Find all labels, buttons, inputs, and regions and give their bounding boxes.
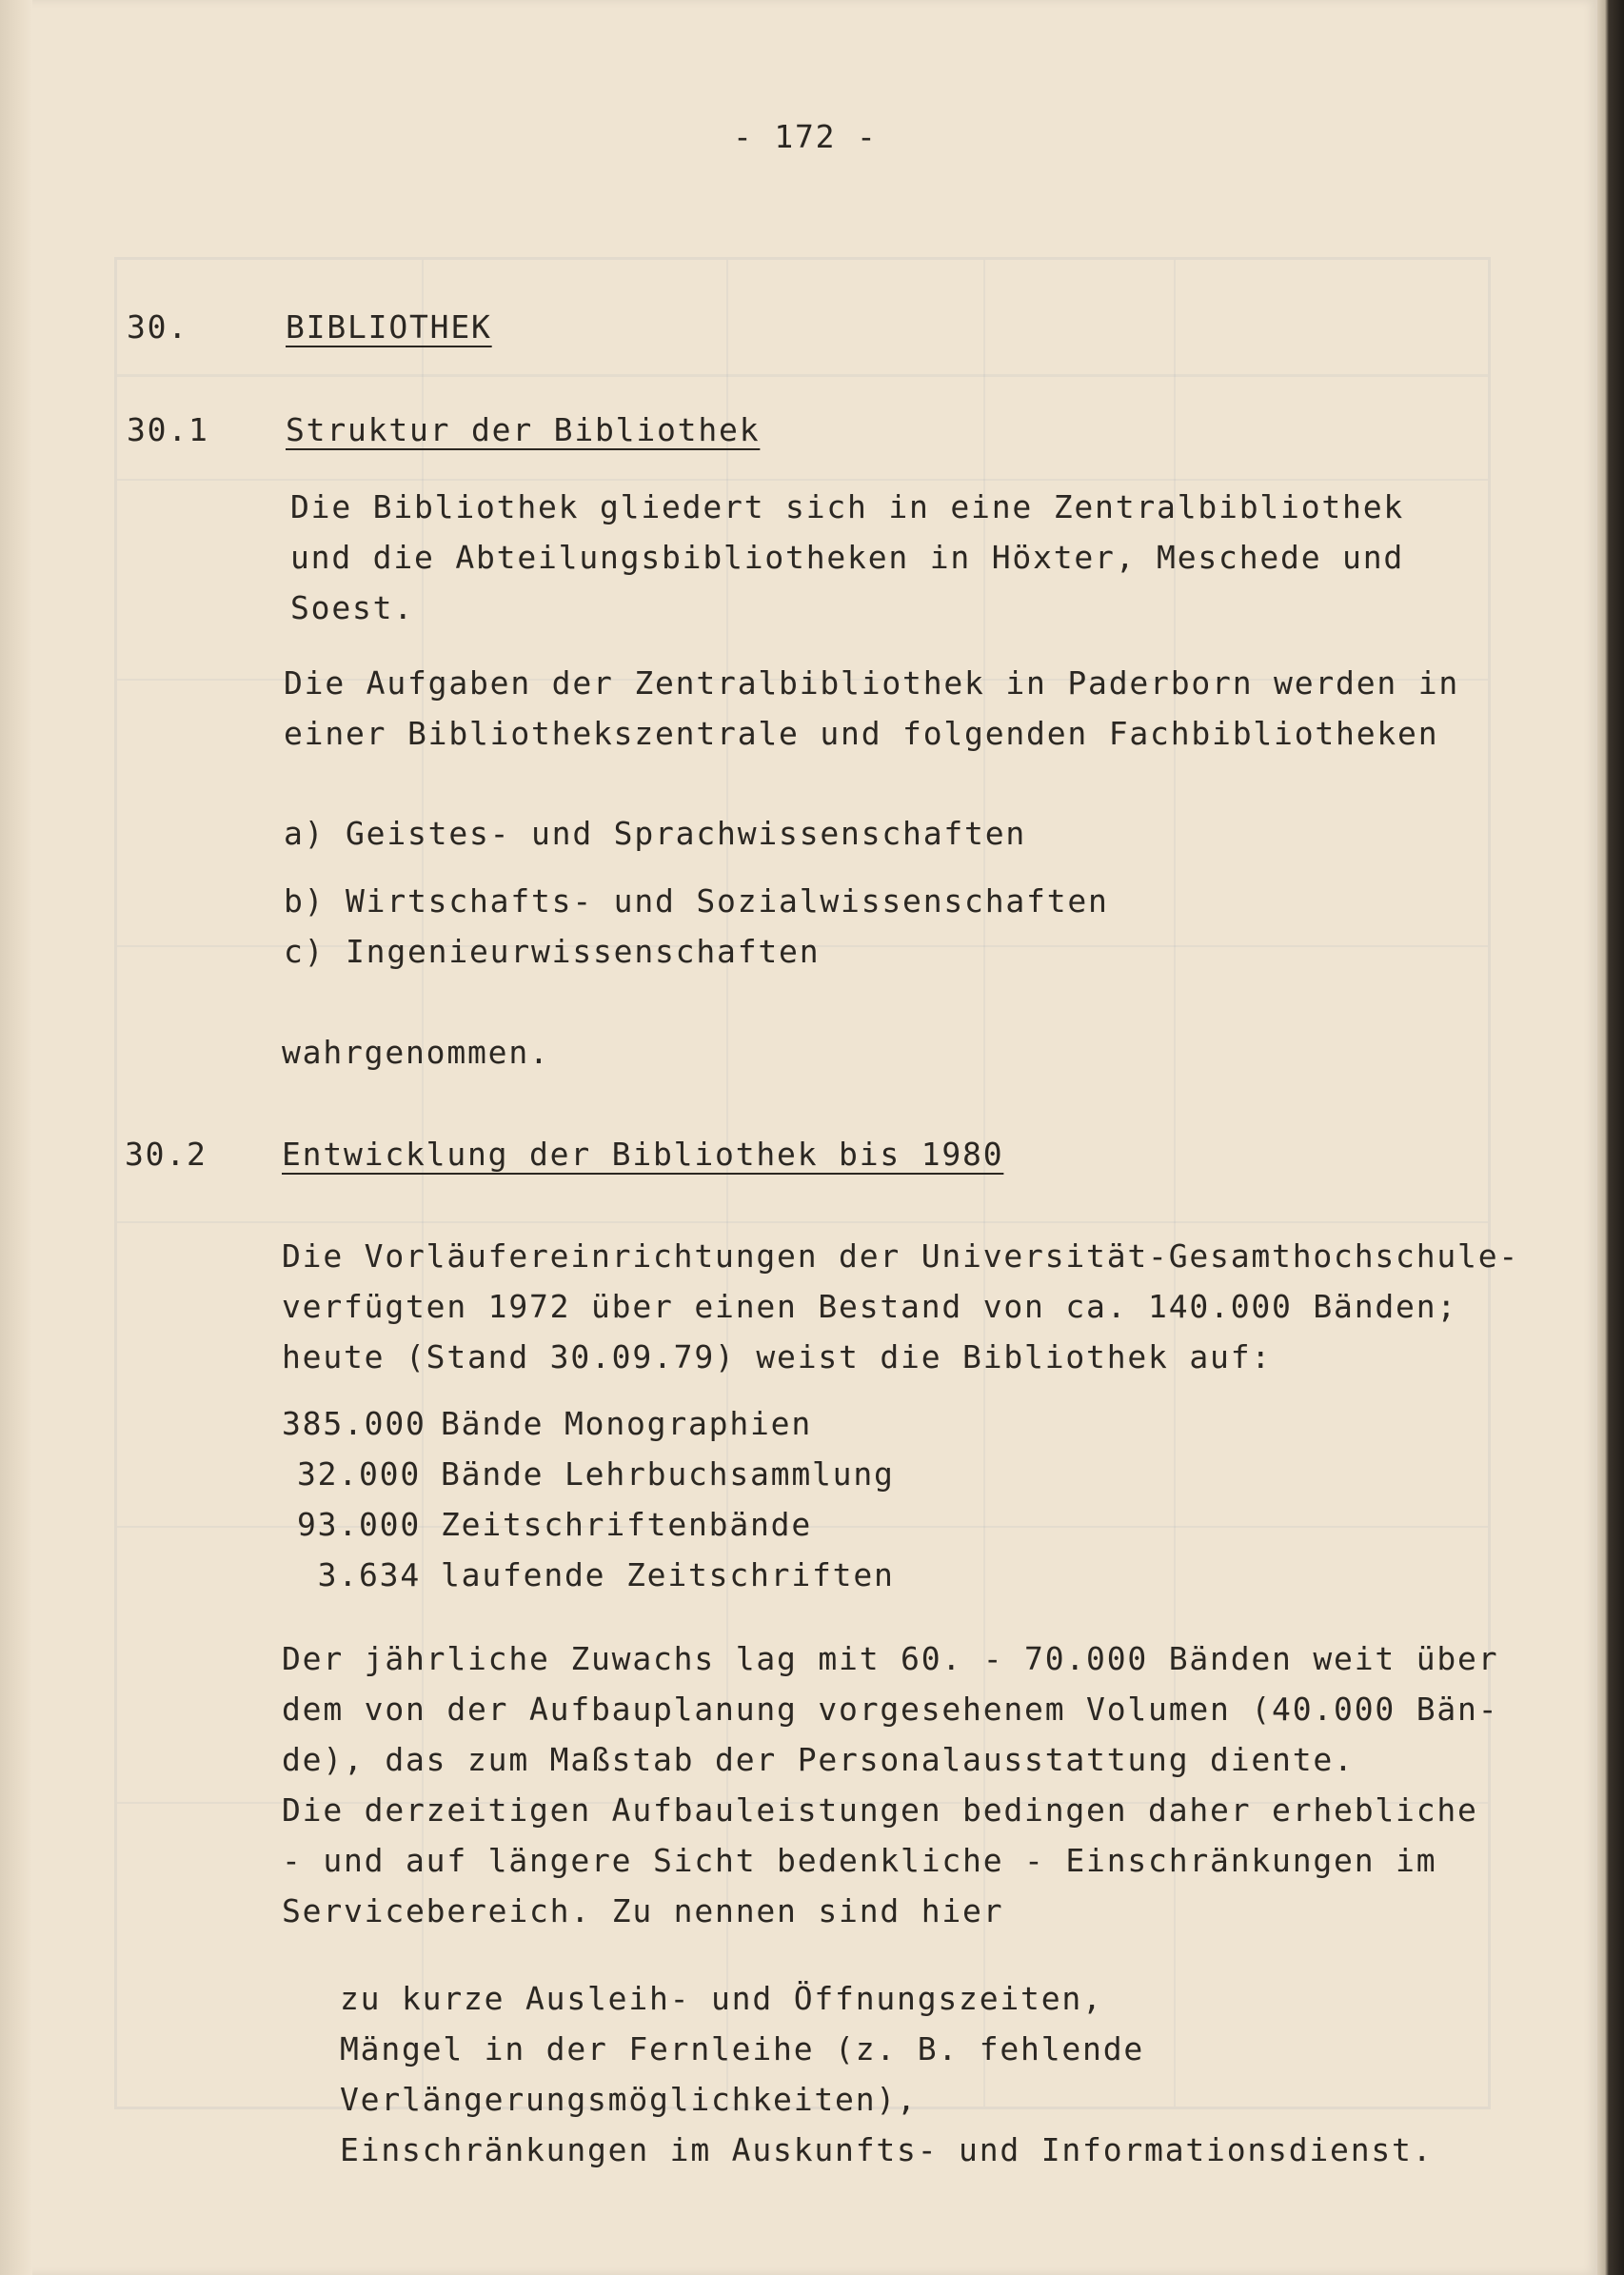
subsection-title: Struktur der Bibliothek	[286, 411, 761, 448]
section-title: BIBLIOTHEK	[286, 308, 492, 346]
paragraph-line: Die Vorläufereinrichtungen der Universität-Gesamthochschule-	[282, 1237, 1520, 1275]
paragraph-line: Soest.	[290, 589, 415, 626]
paragraph-line: einer Bibliothekszentrale und folgenden Fachbibliotheken	[284, 715, 1439, 752]
holding-label: Bände Lehrbuchsammlung	[441, 1455, 895, 1493]
subsection-title: Entwicklung der Bibliothek bis 1980	[282, 1136, 1004, 1173]
paragraph-line: heute (Stand 30.09.79) weist die Bibliothek auf:	[282, 1338, 1273, 1375]
paragraph-line: verfügten 1972 über einen Bestand von ca. 140.000 Bänden;	[282, 1288, 1458, 1325]
holding-label: Bände Monographien	[441, 1405, 813, 1442]
subsection-number: 30.2	[125, 1136, 208, 1173]
issue-line: Verlängerungsmöglichkeiten),	[340, 2081, 918, 2118]
issue-line: Mängel in der Fernleihe (z. B. fehlende	[340, 2030, 1145, 2067]
paragraph-line: de), das zum Maßstab der Personalausstattung diente.	[282, 1741, 1355, 1778]
page-edge	[1597, 0, 1624, 2275]
paragraph-line: und die Abteilungsbibliotheken in Höxter, Meschede und	[290, 539, 1405, 576]
issue-line: zu kurze Ausleih- und Öffnungszeiten,	[340, 1980, 1103, 2017]
section-number: 30.	[127, 308, 189, 346]
issue-line: Einschränkungen im Auskunfts- und Informationsdienst.	[340, 2131, 1434, 2168]
paragraph-line: dem von der Aufbauplanung vorgesehenem Volumen (40.000 Bän-	[282, 1691, 1499, 1728]
paragraph-line: wahrgenommen.	[282, 1034, 550, 1071]
bleed-through-table	[114, 257, 1491, 2109]
paragraph-line: Servicebereich. Zu nennen sind hier	[282, 1892, 1004, 1929]
holding-label: Zeitschriftenbände	[441, 1506, 813, 1543]
list-item: a) Geistes- und Sprachwissenschaften	[284, 815, 1027, 852]
holding-count: 32.000	[296, 1455, 421, 1493]
paragraph-line: Die Aufgaben der Zentralbibliothek in Paderborn werden in	[284, 664, 1460, 702]
paragraph-line: Der jährliche Zuwachs lag mit 60. - 70.000 Bänden weit über	[282, 1640, 1499, 1677]
holding-count: 385.000	[282, 1405, 426, 1442]
holding-count: 3.634	[317, 1556, 421, 1593]
list-item: c) Ingenieurwissenschaften	[284, 933, 821, 970]
holding-label: laufende Zeitschriften	[441, 1556, 895, 1593]
list-item: b) Wirtschafts- und Sozialwissenschaften	[284, 882, 1109, 920]
paragraph-line: Die Bibliothek gliedert sich in eine Zentralbibliothek	[290, 488, 1405, 525]
paragraph-line: - und auf längere Sicht bedenkliche - Einschränkungen im	[282, 1842, 1437, 1879]
page-number: - 172 -	[733, 118, 878, 155]
subsection-number: 30.1	[127, 411, 209, 448]
paragraph-line: Die derzeitigen Aufbauleistungen bedingen daher erhebliche	[282, 1791, 1478, 1829]
binding-fold	[0, 0, 32, 2275]
holding-count: 93.000	[296, 1506, 421, 1543]
